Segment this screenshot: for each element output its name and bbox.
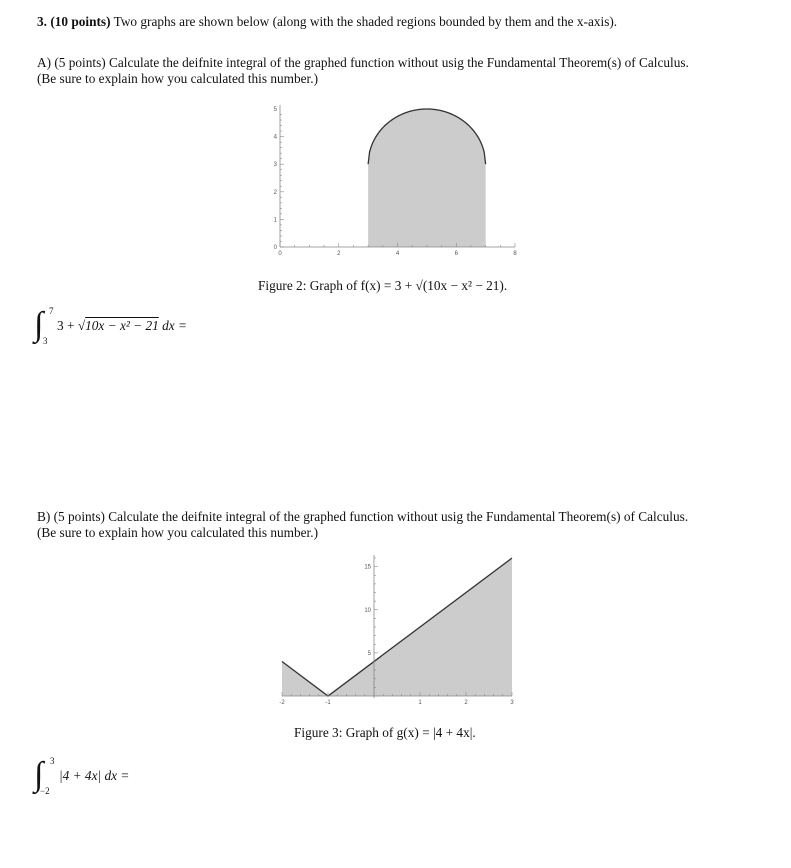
x-tick-label: 4	[395, 251, 400, 257]
problem-points: (10 points)	[50, 14, 111, 29]
x-tick-label: 2	[337, 251, 341, 257]
problem-header	[37, 14, 617, 30]
integrand-a-lead: 3 +	[57, 318, 75, 333]
integral-b-integrand: |4 + 4x| dx =	[59, 768, 130, 783]
integral-a-integrand	[57, 318, 187, 334]
x-tick-label: 6	[454, 251, 458, 257]
integral-a-lower-limit: 3	[43, 336, 48, 346]
problem-intro: Two graphs are shown below (along with the shaded regions bounded by them and the x-axis).	[113, 14, 618, 29]
integrand-a-radicand: 10x − x² − 21	[85, 318, 159, 333]
partB-note: (Be sure to explain how you calculated this number.)	[37, 525, 319, 540]
figure-3-graph	[274, 555, 534, 715]
y-tick-label: 0	[273, 245, 277, 251]
integral-a-upper-limit: 7	[49, 306, 54, 316]
x-tick-label: 2	[464, 700, 468, 706]
x-tick-label: 3	[510, 700, 514, 706]
y-tick-label: 1	[273, 217, 277, 224]
integral-sign-b: ∫	[34, 756, 44, 793]
problem-number: 3.	[37, 14, 47, 29]
integral-b-lower-limit: −2	[40, 786, 50, 796]
y-tick-label: 4	[273, 134, 277, 141]
y-tick-label: 5	[367, 650, 371, 657]
partB-instruction: B) (5 points) Calculate the deifnite integral of the graphed function without usig the Fundamental Theorem(s) of Calculus.	[37, 509, 689, 524]
shaded-region	[282, 558, 512, 696]
x-tick-label: -1	[325, 700, 331, 706]
partA-instruction: A) (5 points) Calculate the deifnite integral of the graphed function without usig the Fundamental Theorem(s) of Calculus.	[37, 55, 689, 70]
x-tick-label: 0	[278, 251, 282, 257]
sqrt-symbol: √	[77, 318, 86, 333]
figure-2-caption: Figure 2: Graph of f(x) = 3 + √(10x − x² − 21).	[258, 278, 508, 293]
y-tick-label: 15	[364, 564, 371, 571]
x-tick-label: 1	[418, 700, 422, 706]
y-tick-label: 2	[273, 189, 277, 196]
figure-3-plot	[279, 555, 514, 706]
partA-note: (Be sure to explain how you calculated this number.)	[37, 71, 319, 86]
y-tick-label: 10	[364, 607, 371, 614]
shaded-region	[368, 109, 486, 247]
figure-2-graph	[265, 100, 525, 260]
y-tick-label: 5	[273, 107, 277, 113]
x-tick-label: 8	[513, 251, 517, 257]
integrand-a-tail: dx =	[162, 318, 187, 333]
y-tick-label: 3	[273, 162, 277, 169]
integral-sign-a: ∫	[34, 306, 44, 343]
figure-2-plot	[274, 105, 518, 257]
figure-3-caption: Figure 3: Graph of g(x) = |4 + 4x|.	[294, 725, 476, 740]
integral-b-upper-limit: 3	[50, 756, 55, 766]
x-tick-label: -2	[279, 700, 285, 706]
